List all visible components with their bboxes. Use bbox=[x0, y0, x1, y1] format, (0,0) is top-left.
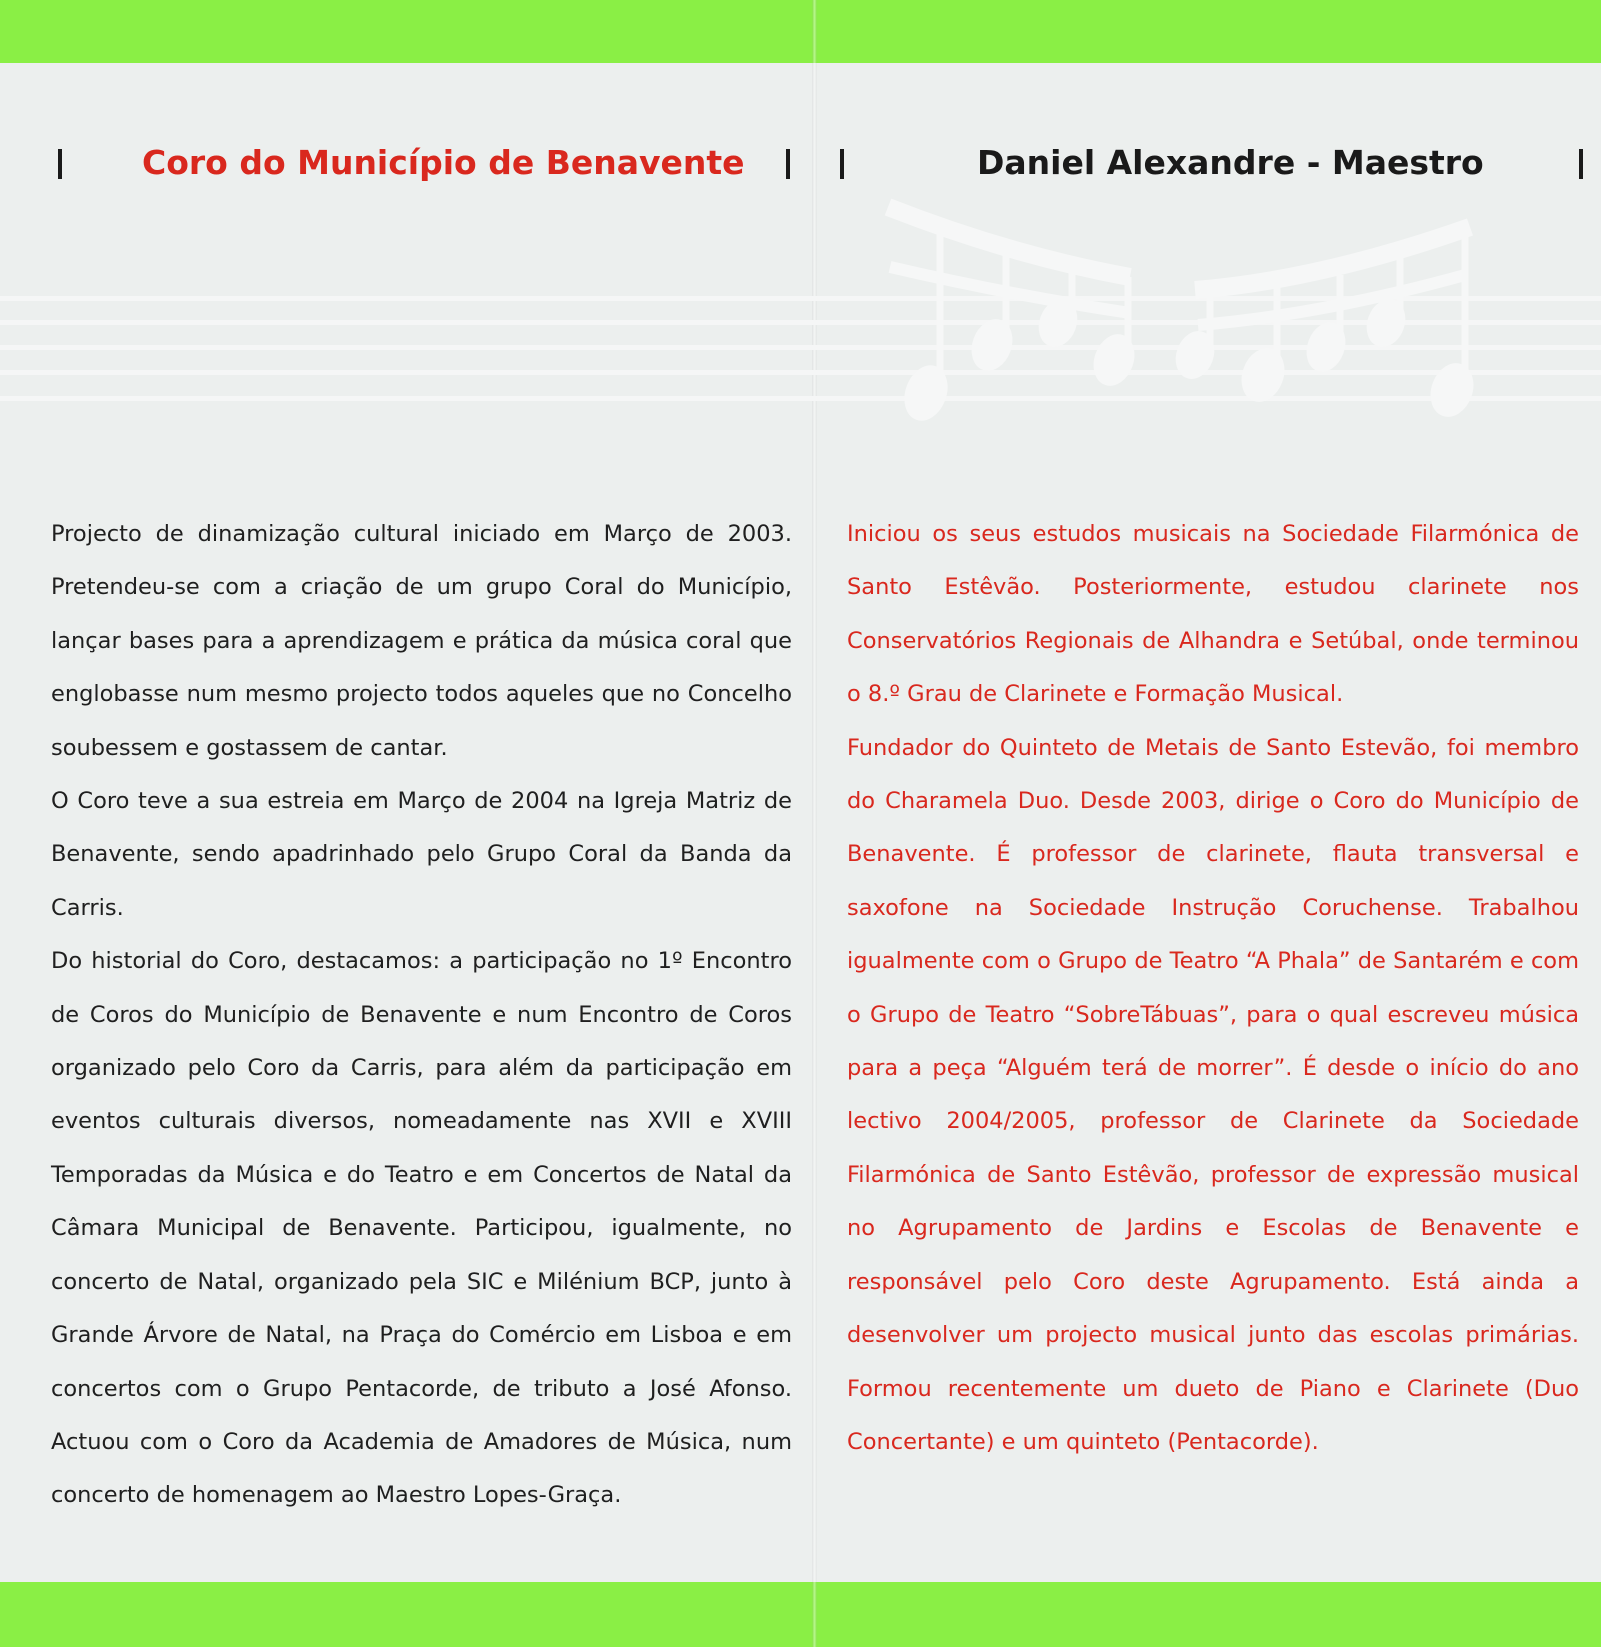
maestro-title: Daniel Alexandre - Maestro bbox=[977, 143, 1484, 182]
top-green-band bbox=[0, 0, 1601, 63]
music-notes-icon bbox=[880, 195, 1530, 445]
heading-left-bar-start bbox=[58, 149, 62, 179]
maestro-paragraph: Iniciou os seus estudos musicais na Sociedade Filarmónica de Santo Estêvão. Posteriormente, estudou clarinete nos Conservatórios Regionais de Alhandra e Setúbal, onde terminou o 8.º Grau de Clarinete e Formação Musical. bbox=[847, 521, 1579, 708]
page-fold bbox=[812, 0, 817, 1647]
choir-description bbox=[51, 508, 792, 1523]
choir-paragraph: Do historial do Coro, destacamos: a participação no 1º Encontro de Coros do Município de Benavente e num Encontro de Coros organizado pelo Coro da Carris, para além da participação em eventos culturais diversos, nomeadamente nas XVII e XVIII Temporadas da Música e do Teatro e em Concertos de Natal da Câmara Municipal de Benavente. Participou, igualmente, no concerto de Natal, organizado pela SIC e Milénium BCP, junto à Grande Árvore de Natal, na Praça do Comércio em Lisboa e em concertos com o Grupo Pentacorde, de tributo a José Afonso. Actuou com o Coro da Academia de Amadores de Música, num concerto de homenagem ao Maestro Lopes-Graça. bbox=[51, 948, 792, 1509]
choir-title: Coro do Município de Benavente bbox=[142, 143, 745, 182]
bottom-green-band bbox=[0, 1582, 1601, 1647]
maestro-paragraph: Fundador do Quinteto de Metais de Santo Estevão, foi membro do Charamela Duo. Desde 2003, dirige o Coro do Município de Benavente. É professor de clarinete, flauta transversal e saxofone na Sociedade Instrução Coruchense. Trabalhou igualmente com o Grupo de Teatro “A Phala” de Santarém e com o Grupo de Teatro “SobreTábuas”, para o qual escreveu música para a peça “Alguém terá de morrer”. É desde o início do ano lectivo 2004/2005, professor de Clarinete da Sociedade Filarmónica de Santo Estêvão, professor de expressão musical no Agrupamento de Jardins e Escolas de Benavente e responsável pelo Coro deste Agrupamento. Está ainda a desenvolver um projecto musical junto das escolas primárias. Formou recentemente um dueto de Piano e Clarinete (Duo Concertante) e um quinteto (Pentacorde). bbox=[847, 734, 1579, 1455]
choir-paragraph: O Coro teve a sua estreia em Março de 2004 na Igreja Matriz de Benavente, sendo apadrinhado pelo Grupo Coral da Banda da Carris. bbox=[51, 788, 792, 921]
heading-right-bar-end bbox=[1579, 149, 1583, 179]
maestro-biography bbox=[847, 508, 1579, 1469]
heading-left-bar-end bbox=[786, 149, 790, 179]
heading-right-bar-start bbox=[840, 149, 844, 179]
choir-paragraph: Projecto de dinamização cultural iniciado em Março de 2003. Pretendeu-se com a criação de um grupo Coral do Município, lançar bases para a aprendizagem e prática da música coral que englobasse num mesmo projecto todos aqueles que no Concelho soubessem e gostassem de cantar. bbox=[51, 521, 792, 761]
